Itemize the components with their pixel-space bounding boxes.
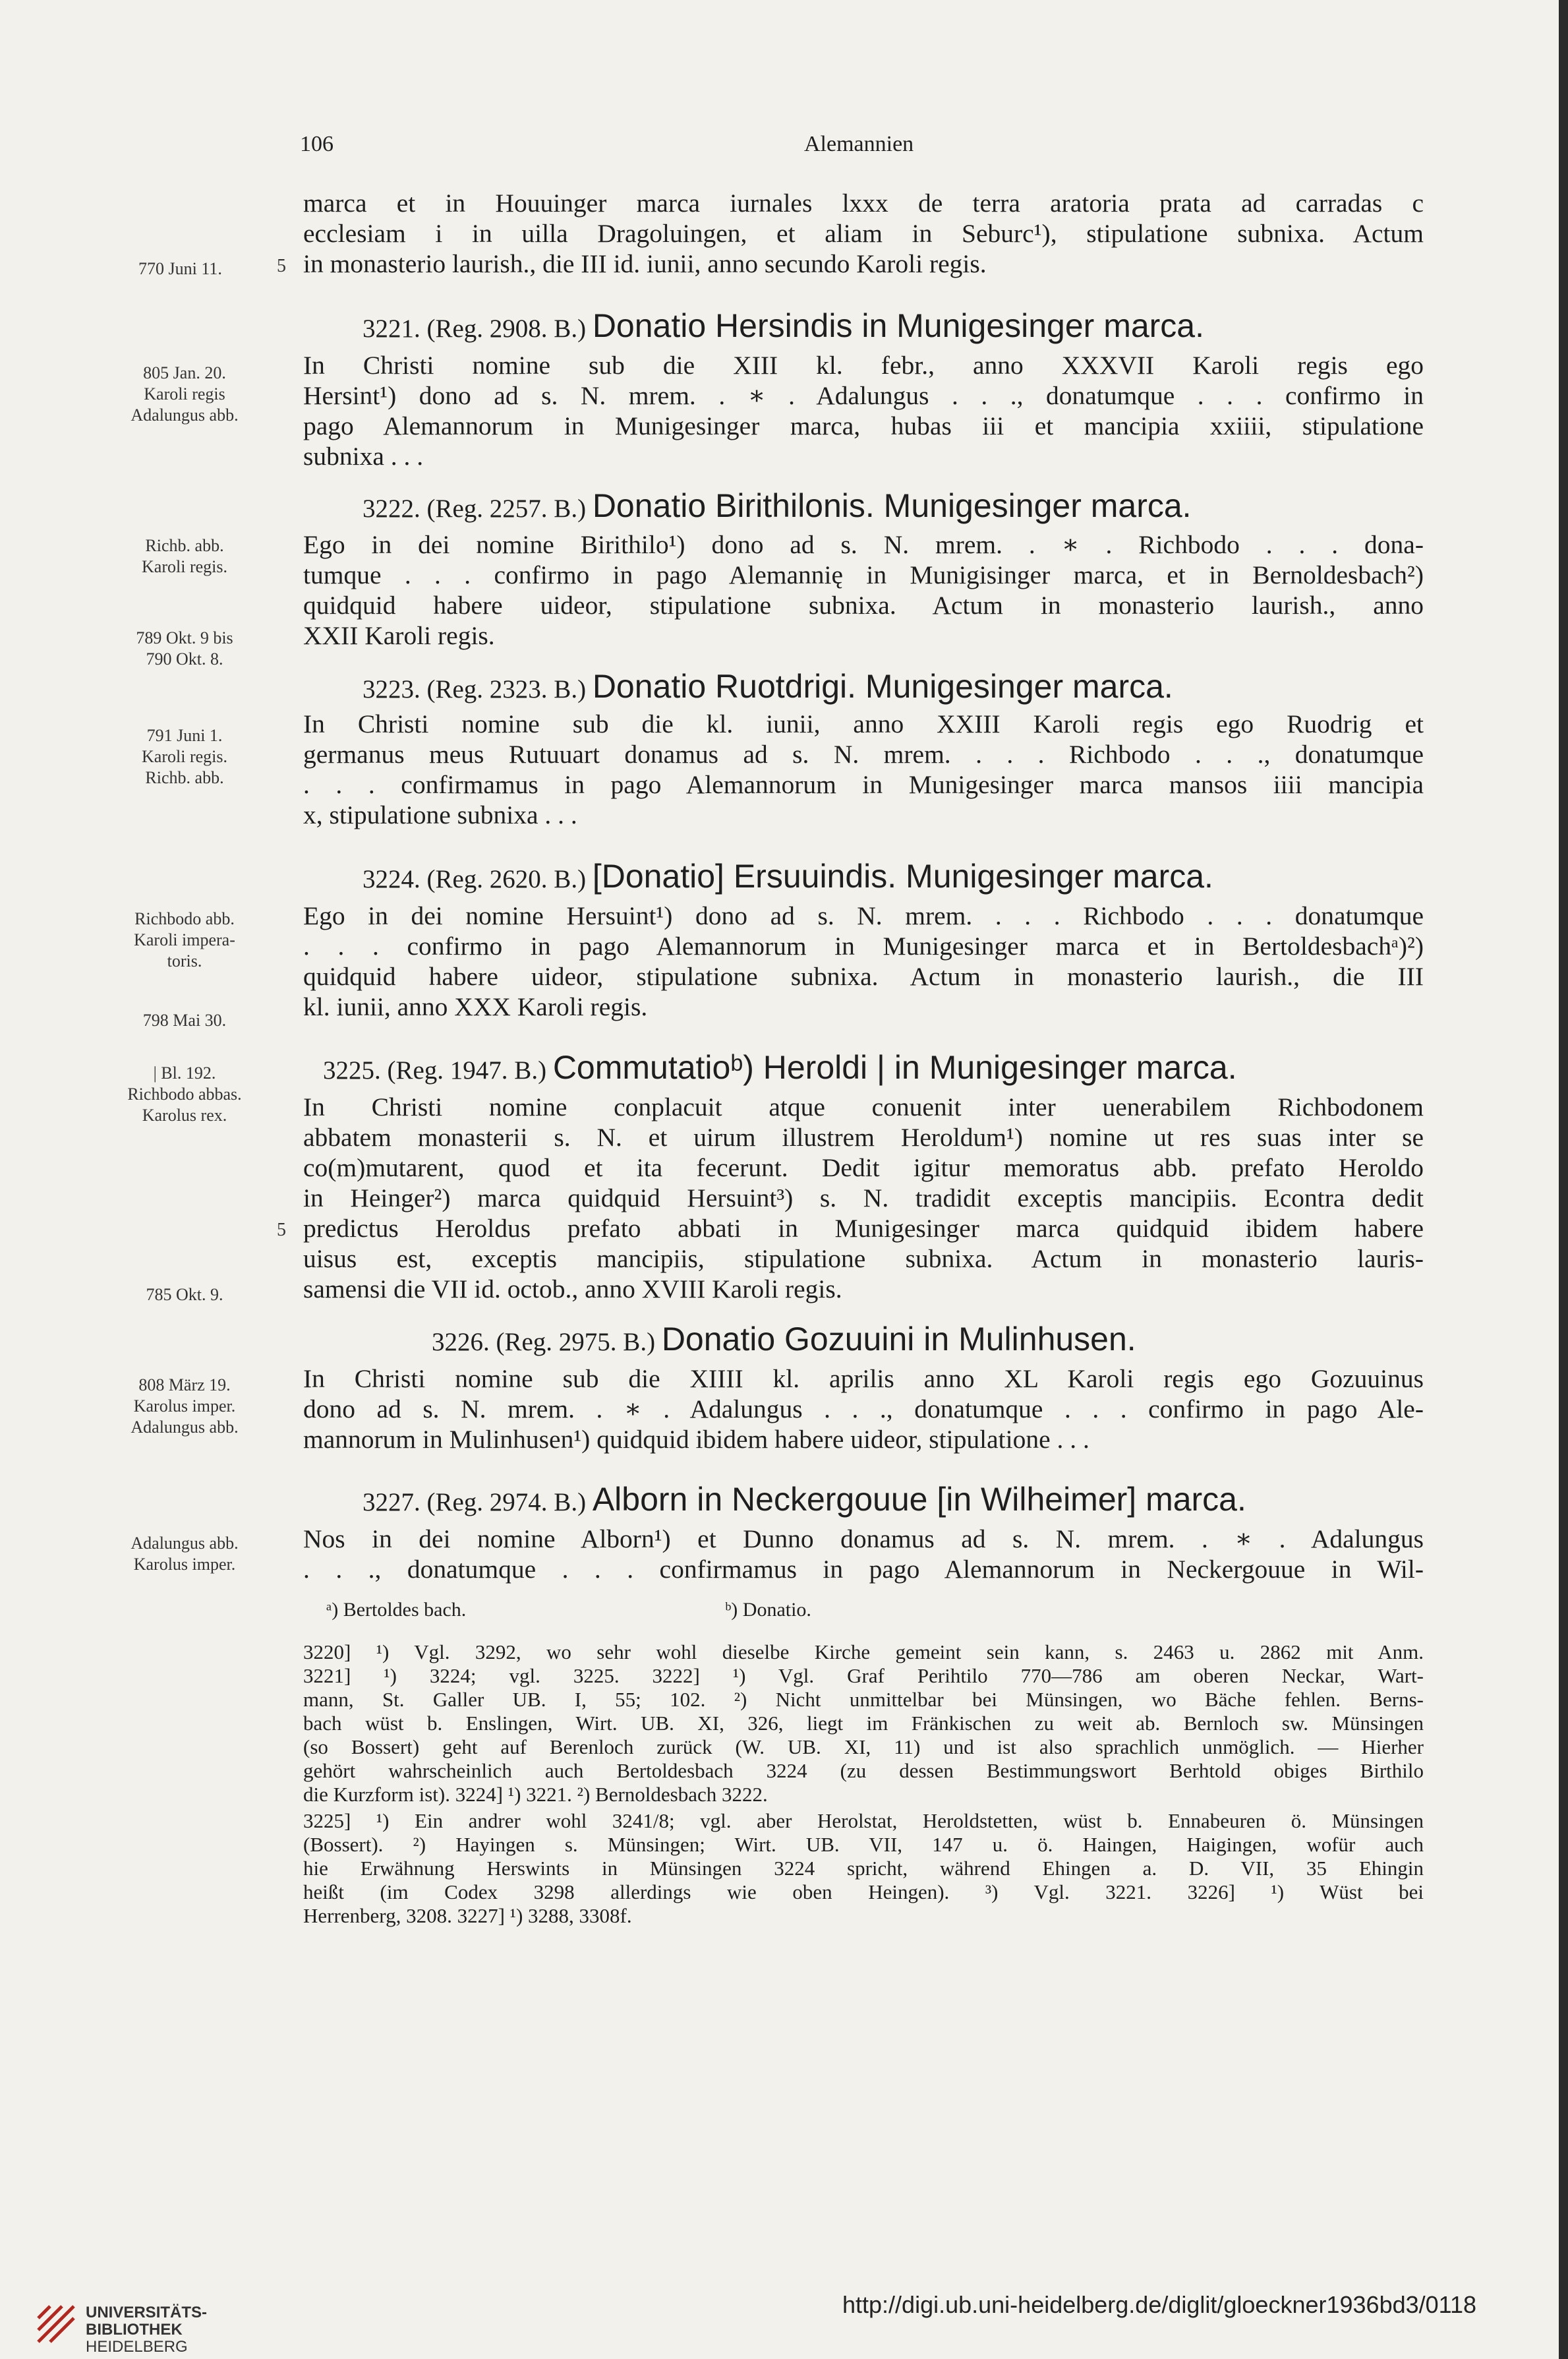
library-name: UNIVERSITÄTS- BIBLIOTHEK HEIDELBERG xyxy=(86,2304,208,2356)
footnote-line: 3220] ¹) Vgl. 3292, wo sehr wohl dieselbe Kirche gemeint sein kann, s. 2463 u. 2862 mit Anm. xyxy=(303,1640,1424,1663)
text-line: ecclesiam i in uilla Dragoluingen, et aliam in Seburc¹), stipulatione subnixa. Actum xyxy=(303,219,1424,248)
entry-reg: (Reg. 2620. B.) xyxy=(426,865,587,893)
entry-number: 3222. xyxy=(363,494,421,523)
margin-note: 808 März 19. Karolus imper. Adalungus abb. xyxy=(131,1375,239,1437)
text-line: predictus Heroldus prefato abbati in Munigesinger marca quidquid ibidem habere xyxy=(303,1214,1424,1243)
entry-reg: (Reg. 2257. B.) xyxy=(426,494,587,523)
text-line: samensi die VII id. octob., anno XVIII Karoli regis. xyxy=(303,1274,842,1303)
text-line: abbatem monasterii s. N. et uirum illustrem Heroldum¹) nomine ut res suas inter se xyxy=(303,1123,1424,1152)
text-line: In Christi nomine conplacuit atque conuenit inter uenerabilem Richbodonem xyxy=(303,1092,1424,1121)
footnote-line: 3221] ¹) 3224; vgl. 3225. 3222] ¹) Vgl. Graf Perihtilo 770—786 am oberen Neckar, Wart- xyxy=(303,1664,1424,1687)
entry-number: 3225. xyxy=(323,1056,381,1085)
entry-heading xyxy=(363,487,1192,525)
entry-number: 3223. xyxy=(363,675,421,703)
margin-date: 798 Mai 30. xyxy=(142,1011,227,1030)
text-line: germanus meus Rutuuart donamus ad s. N. mrem. . . . Richbodo . . ., donatumque xyxy=(303,740,1424,769)
entry-heading xyxy=(363,307,1204,345)
entry-heading xyxy=(323,1048,1237,1087)
text-line: quidquid habere uideor, stipulatione subnixa. Actum in monasterio laurish., anno xyxy=(303,591,1424,620)
line-number: 5 xyxy=(277,256,286,276)
text-line: mannorum in Mulinhusen¹) quidquid ibidem habere uideor, stipulatione . . . xyxy=(303,1425,1089,1454)
text-line: . . . confirmamus in pago Alemannorum in Munigesinger marca mansos iiii mancipia xyxy=(303,770,1424,799)
source-url-link[interactable]: http://digi.ub.uni-heidelberg.de/diglit/gloeckner1936bd3/0118 xyxy=(842,2291,1477,2318)
library-logo-icon xyxy=(33,2301,79,2347)
text-line: XXII Karoli regis. xyxy=(303,621,495,650)
margin-date: 770 Juni 11. xyxy=(138,259,222,278)
text-line: Ego in dei nomine Hersuint¹) dono ad s. N. mrem. . . . Richbodo . . . donatumque xyxy=(303,901,1424,930)
footnote-line: bach wüst b. Enslingen, Wirt. UB. XI, 326, liegt im Fränkischen zu weit ab. Bernloch sw. Münsingen xyxy=(303,1712,1424,1735)
text-line: quidquid habere uideor, stipulatione subnixa. Actum in monasterio laurish., die III xyxy=(303,962,1424,991)
text-line: . . ., donatumque . . . confirmamus in pago Alemannorum in Neckergouue in Wil- xyxy=(303,1555,1424,1584)
entry-reg: (Reg. 2975. B.) xyxy=(496,1328,656,1356)
entry-title: Commutatioᵇ) Heroldi | in Munigesinger marca. xyxy=(552,1049,1237,1086)
text-line: subnixa . . . xyxy=(303,442,424,471)
text-line: x, stipulatione subnixa . . . xyxy=(303,800,577,829)
footnote-line: gehört wahrscheinlich auch Bertoldesbach 3224 (zu dessen Bestimmungswort Berhtold obiges Birthilo xyxy=(303,1759,1424,1782)
text-line: In Christi nomine sub die XIIII kl. aprilis anno XL Karoli regis ego Gozuuinus xyxy=(303,1364,1424,1393)
text-line: Nos in dei nomine Alborn¹) et Dunno donamus ad s. N. mrem. . ∗ . Adalungus xyxy=(303,1524,1424,1553)
footnote-line: hie Erwähnung Herswints in Münsingen 3224 spricht, während Ehingen a. D. VII, 35 Ehingin xyxy=(303,1857,1424,1880)
entry-title: [Donatio] Ersuuindis. Munigesinger marca. xyxy=(592,858,1213,895)
page-number: 106 xyxy=(300,132,334,156)
entry-reg: (Reg. 1947. B.) xyxy=(387,1056,547,1085)
scan-edge xyxy=(1559,0,1568,2359)
footnote-line: (so Bossert) geht auf Berenloch zurück (W. UB. XI, 11) und ist also sprachlich unmöglich. — Hierher xyxy=(303,1735,1424,1758)
entry-heading xyxy=(363,1480,1246,1518)
text-line: kl. iunii, anno XXX Karoli regis. xyxy=(303,992,648,1021)
text-line: dono ad s. N. mrem. . ∗ . Adalungus . . ., donatumque . . . confirmo in pago Ale- xyxy=(303,1394,1424,1423)
text-line: Ego in dei nomine Birithilo¹) dono ad s. N. mrem. . ∗ . Richbodo . . . dona- xyxy=(303,530,1424,559)
entry-title: Donatio Ruotdrigi. Munigesinger marca. xyxy=(592,668,1173,705)
entry-number: 3227. xyxy=(363,1488,421,1516)
apparatus-note: ᵇ) Donatio. xyxy=(725,1599,811,1621)
text-line: in Heinger²) marca quidquid Hersuint³) s. N. tradidit exceptis mancipiis. Econtra dedit xyxy=(303,1183,1424,1212)
margin-note: 791 Juni 1. Karoli regis. Richb. abb. xyxy=(142,726,227,787)
entry-heading xyxy=(363,857,1213,895)
text-line: pago Alemannorum in Munigesinger marca, hubas iii et mancipia xxiiii, stipulatione xyxy=(303,411,1424,440)
entry-number: 3224. xyxy=(363,865,421,893)
text-line: marca et in Houuinger marca iurnales lxxx de terra aratoria prata ad carradas c xyxy=(303,189,1424,218)
margin-date: 785 Okt. 9. xyxy=(146,1285,223,1304)
footnote-line: mann, St. Galler UB. I, 55; 102. ²) Nicht unmittelbar bei Münsingen, wo Bäche fehlen. Berns- xyxy=(303,1688,1424,1711)
text-line: tumque . . . confirmo in pago Alemannię in Munigisinger marca, et in Bernoldesbach²) xyxy=(303,560,1424,589)
footnote-line: (Bossert). ²) Hayingen s. Münsingen; Wirt. UB. VII, 147 u. ö. Haingen, Haigingen, wofür auch xyxy=(303,1833,1424,1856)
footnote-line: heißt (im Codex 3298 allerdings wie oben Heingen). ³) Vgl. 3221. 3226] ¹) Wüst bei xyxy=(303,1880,1424,1903)
margin-note: Adalungus abb. Karolus imper. xyxy=(131,1534,239,1574)
apparatus-note: ᵃ) Bertoldes bach. xyxy=(326,1599,467,1621)
text-line: uisus est, exceptis mancipiis, stipulatione subnixa. Actum in monasterio lauris- xyxy=(303,1244,1424,1273)
text-line: in monasterio laurish., die III id. iunii, anno secundo Karoli regis. xyxy=(303,249,987,278)
entry-title: Donatio Birithilonis. Munigesinger marca. xyxy=(592,487,1192,524)
margin-note: | Bl. 192. Richbodo abbas. Karolus rex. xyxy=(127,1063,242,1125)
margin-note: Richbodo abb. Karoli impera- toris. xyxy=(134,909,235,970)
text-line: co(m)mutarent, quod et ita fecerunt. Dedit igitur memoratus abb. prefato Heroldo xyxy=(303,1153,1424,1182)
footnote-line: Herrenberg, 3208. 3227] ¹) 3288, 3308f. xyxy=(303,1904,632,1927)
text-line: Hersint¹) dono ad s. N. mrem. . ∗ . Adalungus . . ., donatumque . . . confirmo in xyxy=(303,381,1424,410)
entry-heading xyxy=(363,667,1173,705)
text-line: . . . confirmo in pago Alemannorum in Munigesinger marca et in Bertoldesbachᵃ)²) xyxy=(303,932,1424,961)
margin-note: 805 Jan. 20. Karoli regis Adalungus abb. xyxy=(131,363,239,425)
footnote-line: 3225] ¹) Ein andrer wohl 3241/8; vgl. aber Herolstat, Heroldstetten, wüst b. Ennabeuren ö. Münsingen xyxy=(303,1809,1424,1832)
text-line: In Christi nomine sub die kl. iunii, anno XXIII Karoli regis ego Ruodrig et xyxy=(303,709,1424,738)
text-line: In Christi nomine sub die XIII kl. febr., anno XXXVII Karoli regis ego xyxy=(303,351,1424,380)
line-number: 5 xyxy=(277,1220,286,1240)
running-title: Alemannien xyxy=(804,132,914,156)
footnote-line: die Kurzform ist). 3224] ¹) 3221. ²) Bernoldesbach 3222. xyxy=(303,1783,768,1806)
entry-reg: (Reg. 2323. B.) xyxy=(426,675,587,703)
entry-title: Alborn in Neckergouue [in Wilheimer] marca. xyxy=(592,1481,1246,1518)
entry-reg: (Reg. 2908. B.) xyxy=(426,314,587,343)
margin-note: Richb. abb. Karoli regis. xyxy=(142,536,227,576)
entry-number: 3226. xyxy=(432,1328,490,1356)
margin-date: 789 Okt. 9 bis 790 Okt. 8. xyxy=(136,628,233,669)
entry-number: 3221. xyxy=(363,314,421,343)
entry-title: Donatio Hersindis in Munigesinger marca. xyxy=(592,307,1205,344)
entry-reg: (Reg. 2974. B.) xyxy=(426,1488,587,1516)
entry-heading xyxy=(432,1320,1136,1358)
entry-title: Donatio Gozuuini in Mulinhusen. xyxy=(661,1321,1136,1358)
